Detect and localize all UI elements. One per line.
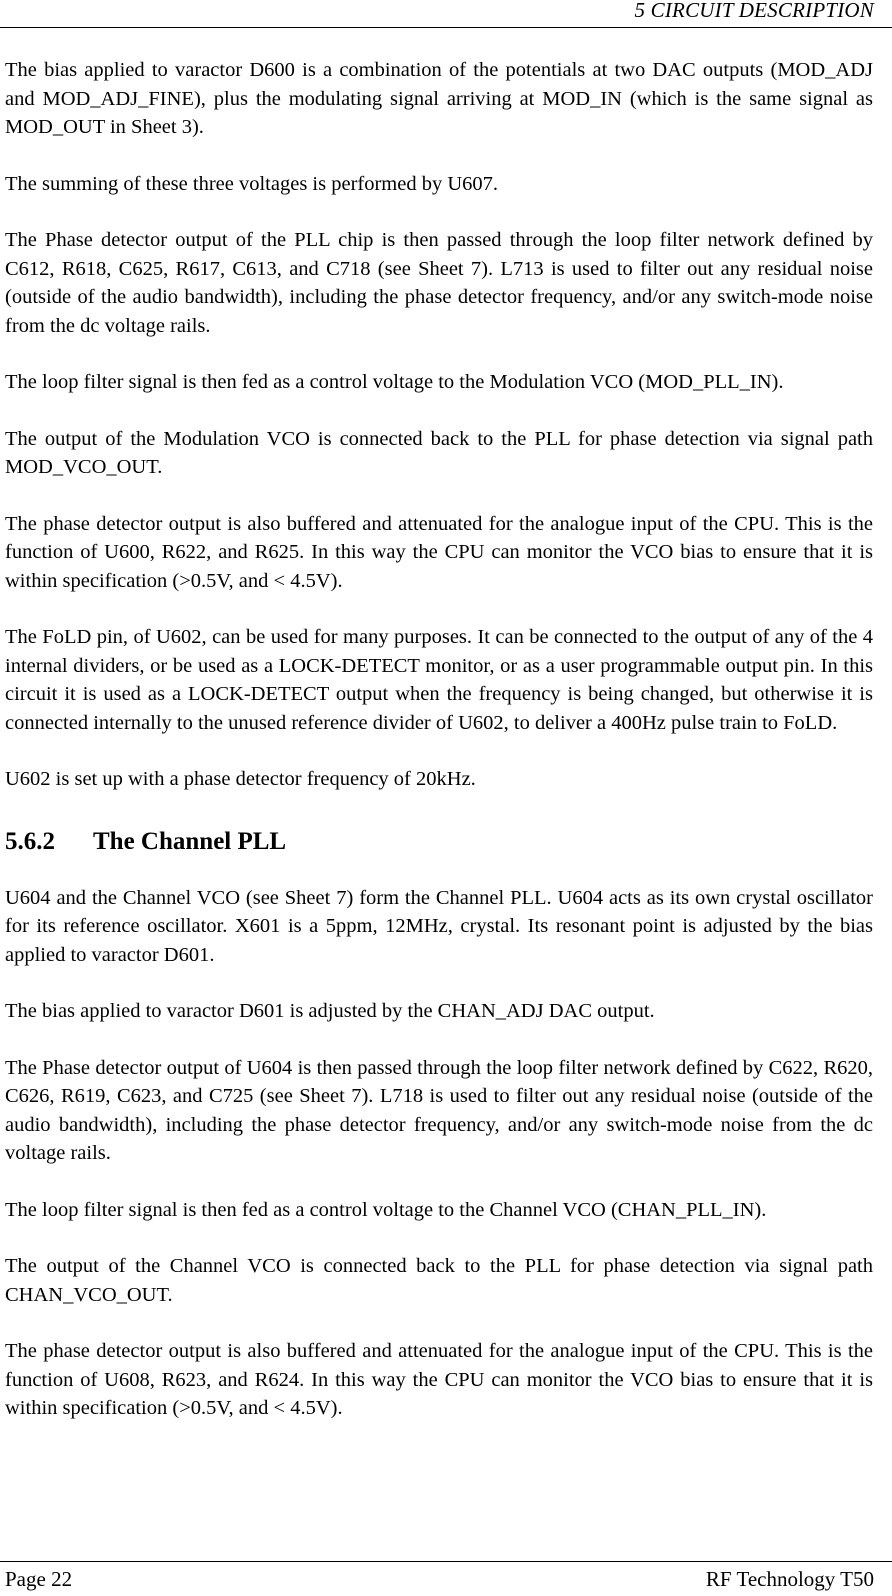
- paragraph: The Phase detector output of the PLL chip is then passed through the loop filter network defined by C612, R618, C625, R617, C613, and C718 (see Sheet 7). L713 is used to filter out any residual noise (outside of the audio bandwidth), including the phase detector frequency, and/or any switch-mode noise from the dc voltage rails.: [5, 229, 873, 337]
- page-footer: [0, 1561, 892, 1596]
- paragraph: The FoLD pin, of U602, can be used for many purposes. It can be connected to the output of any of the 4 internal dividers, or be used as a LOCK-DETECT monitor, or as a user programmable output pin. In this circuit it is used as a LOCK-DETECT output when the frequency is being changed, but otherwise it is connected internally to the unused reference divider of U602, to deliver a 400Hz pulse train to FoLD.: [5, 626, 873, 734]
- paragraph: The loop filter signal is then fed as a control voltage to the Modulation VCO (MOD_PLL_IN).: [5, 371, 784, 393]
- page-number: Page 22: [5, 1567, 73, 1591]
- section-number: 5.6.2: [5, 827, 55, 855]
- section-heading: [5, 822, 873, 862]
- paragraph: The phase detector output is also buffered and attenuated for the analogue input of the CPU. This is the function of U608, R623, and R624. In this way the CPU can monitor the VCO bias to ensure that it is within specification (>0.5V, and < 4.5V).: [5, 1340, 873, 1419]
- document-title: RF Technology T50: [705, 1567, 874, 1591]
- page-body: [5, 56, 873, 1451]
- section-title: The Channel PLL: [93, 827, 287, 855]
- header-section-title: 5 CIRCUIT DESCRIPTION: [634, 0, 874, 22]
- paragraph: U602 is set up with a phase detector frequency of 20kHz.: [5, 768, 476, 790]
- paragraph: The loop filter signal is then fed as a control voltage to the Channel VCO (CHAN_PLL_IN).: [5, 1198, 767, 1221]
- paragraph: The phase detector output is also buffered and attenuated for the analogue input of the CPU. This is the function of U600, R622, and R625. In this way the CPU can monitor the VCO bias to ensure that it is within specification (>0.5V, and < 4.5V).: [5, 512, 873, 592]
- paragraph: The bias applied to varactor D601 is adjusted by the CHAN_ADJ DAC output.: [5, 1000, 655, 1022]
- paragraph: The output of the Channel VCO is connected back to the PLL for phase detection via signal path CHAN_VCO_OUT.: [5, 1255, 873, 1306]
- paragraph: The output of the Modulation VCO is connected back to the PLL for phase detection via signal path MOD_VCO_OUT.: [5, 427, 873, 478]
- page-header: [0, 0, 892, 28]
- paragraph: The summing of these three voltages is performed by U607.: [5, 172, 499, 195]
- paragraph: The bias applied to varactor D600 is a combination of the potentials at two DAC outputs (MOD_ADJ and MOD_ADJ_FINE), plus the modulating signal arriving at MOD_IN (which is the same signal as MOD_OUT in Sheet 3).: [5, 59, 873, 138]
- paragraph: The Phase detector output of U604 is then passed through the loop filter network defined by C622, R620, C626, R619, C623, and C725 (see Sheet 7). L718 is used to filter out any residual noise (outside of the audio bandwidth), including the phase detector frequency, and/or any switch-mode noise from the dc voltage rails.: [5, 1056, 873, 1164]
- paragraph: U604 and the Channel VCO (see Sheet 7) form the Channel PLL. U604 acts as its own crystal oscillator for its reference oscillator. X601 is a 5ppm, 12MHz, crystal. Its resonant point is adjusted by the bias applied to varactor D601.: [5, 886, 873, 966]
